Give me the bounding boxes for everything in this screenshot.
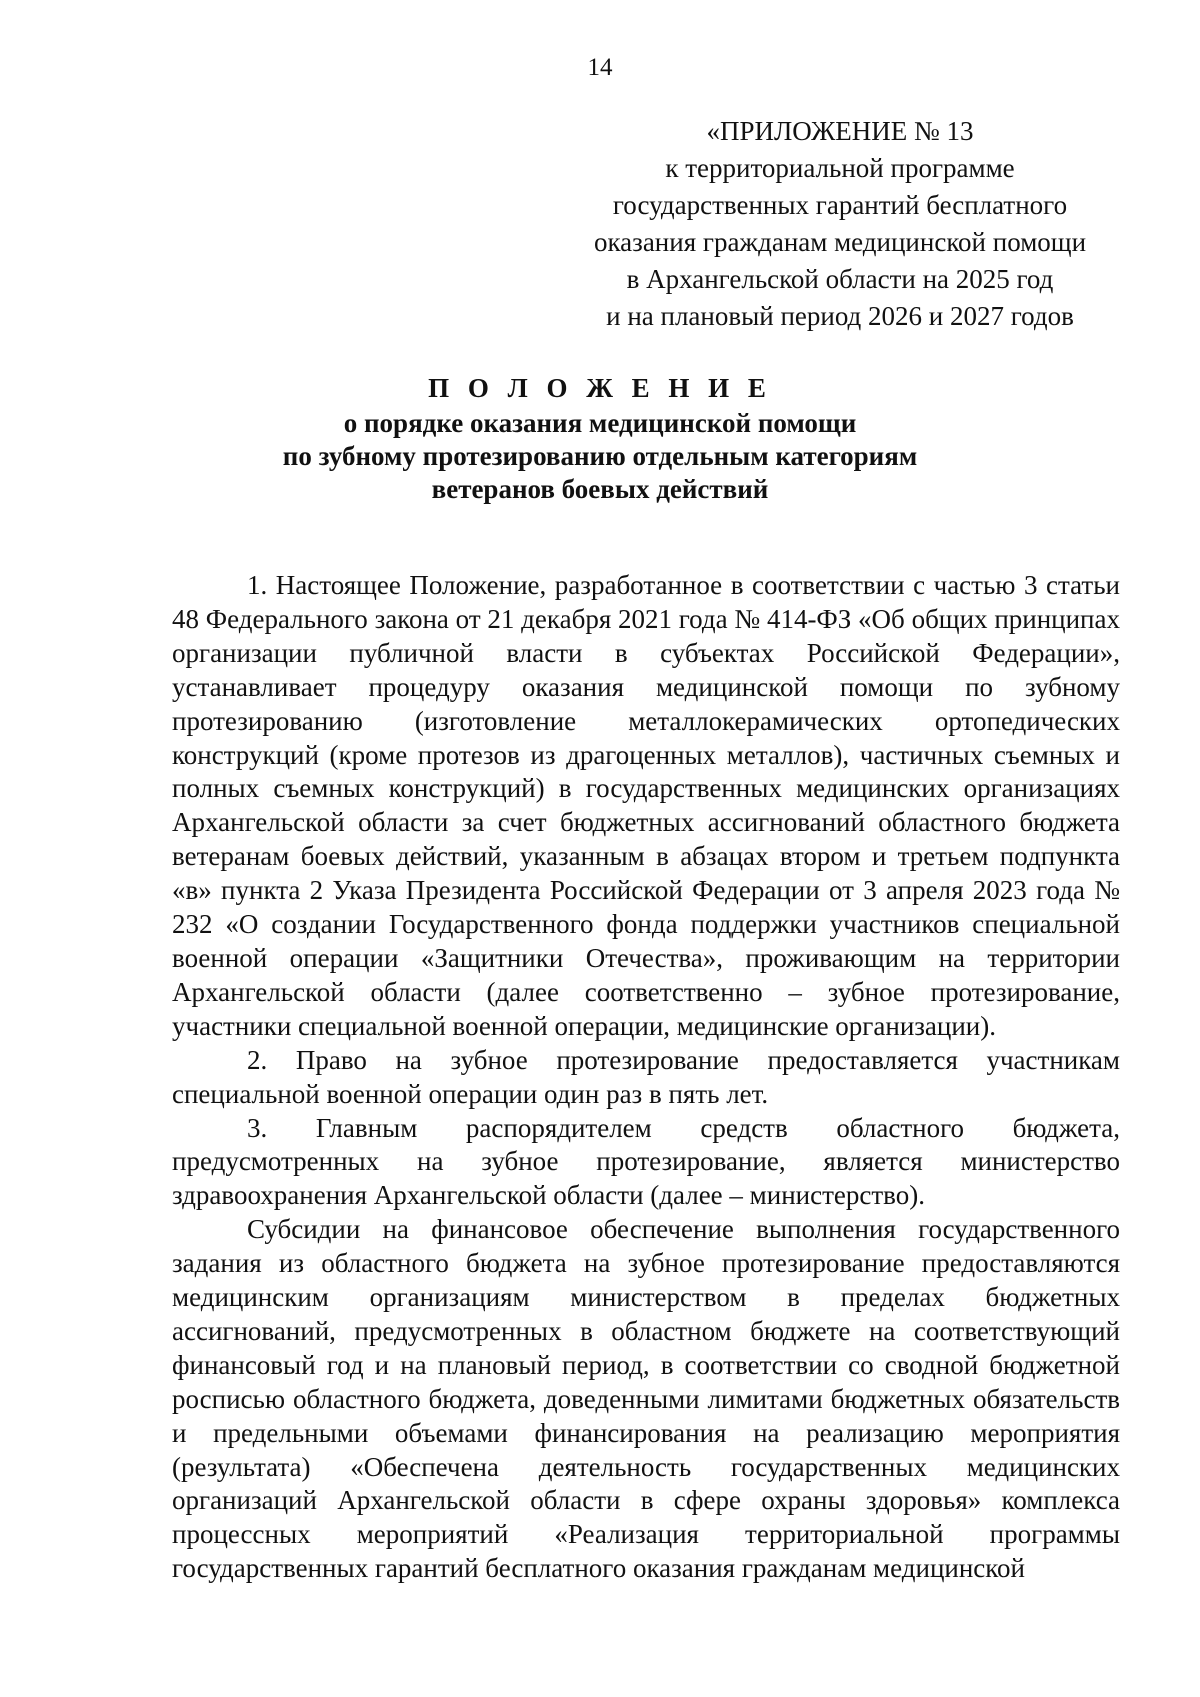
document-subtitle-line: по зубному протезированию отдельным категориям (282, 441, 918, 471)
document-title: П О Л О Ж Е Н И Е (428, 373, 772, 403)
appendix-line: оказания гражданам медицинской помощи (593, 227, 1087, 257)
paragraph-3: 3. Главным распорядителем средств областного бюджета, предусмотренных на зубное протезирование, является министерство здравоохранения Архангельской области (далее – министерство). (172, 1112, 1120, 1211)
appendix-line: и на плановый период 2026 и 2027 годов (606, 301, 1074, 331)
appendix-line: в Архангельской области на 2025 год (626, 264, 1054, 294)
paragraph-2: 2. Право на зубное протезирование предоставляется участникам специальной военной операции один раз в пять лет. (172, 1044, 1120, 1109)
document-subtitle-line: ветеранов боевых действий (431, 474, 769, 504)
paragraph-4: Субсидии на финансовое обеспечение выполнения государственного задания из областного бюджета на зубное протезирование предоставляются медицинским организациям министерством в пределах бюджетных ассигнований, предусмотренных в областном бюджете на соответствующий финансовый год и на плановый период, в соответствии со сводной бюджетной росписью областного бюджета, доведенными лимитами бюджетных обязательств и предельными объемами финансирования на реализацию мероприятия (результата) «Обеспечена деятельность государственных медицинских организаций Архангельской области в сфере охраны здоровья» комплекса процессных мероприятий «Реализация территориальной программы государственных гарантий бесплатного оказания гражданам медицинской (172, 1214, 1120, 1584)
appendix-header (560, 113, 1120, 335)
document-title-block (0, 372, 1200, 506)
page-number: 14 (587, 54, 613, 81)
appendix-line: государственных гарантий бесплатного (612, 190, 1068, 220)
paragraph-1: 1. Настоящее Положение, разработанное в соответствии с частью 3 статьи 48 Федерального закона от 21 декабря 2021 года № 414-ФЗ «Об общих принципах организации публичной власти в субъектах Российской Федерации», устанавливает процедуру оказания медицинской помощи по зубному протезированию (изготовление металлокерамических ортопедических конструкций (кроме протезов из драгоценных металлов), частичных съемных и полных съемных конструкций) в государственных медицинских организациях Архангельской области за счет бюджетных ассигнований областного бюджета ветеранам боевых действий, указанным в абзацах втором и третьем подпункта «в» пункта 2 Указа Президента Российской Федерации от 3 апреля 2023 года № 232 «О создании Государственного фонда поддержки участников специальной военной операции «Защитники Отечества», проживающим на территории Архангельской области (далее соответственно – зубное протезирование, участники специальной военной операции, медицинские организации). (172, 570, 1120, 1041)
document-body (172, 569, 1120, 1586)
document-subtitle-line: о порядке оказания медицинской помощи (343, 408, 857, 438)
appendix-line: к территориальной программе (665, 153, 1015, 183)
appendix-line: «ПРИЛОЖЕНИЕ № 13 (706, 116, 974, 146)
